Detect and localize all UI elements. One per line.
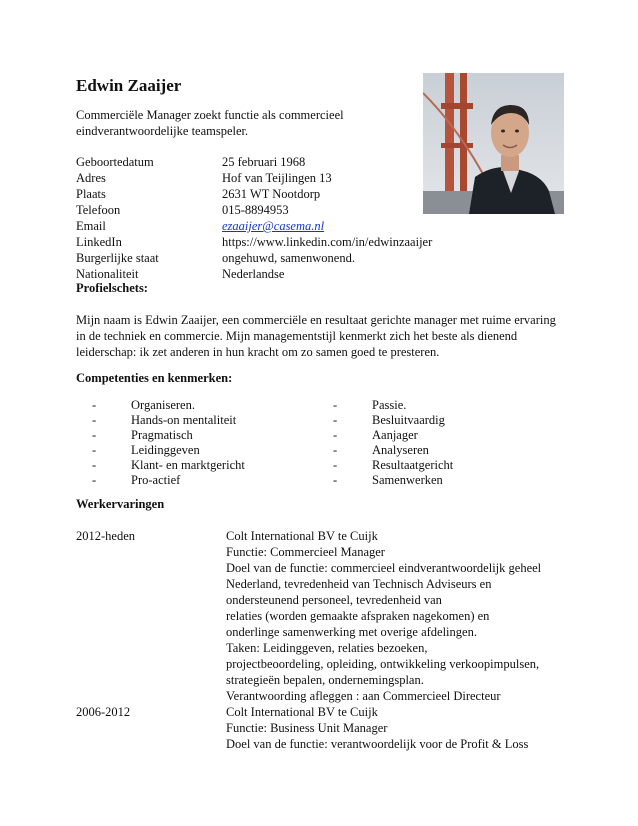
detail-row bbox=[76, 154, 432, 170]
competencies-heading: Competenties en kenmerken: bbox=[76, 371, 233, 385]
list-item: - Hands-on mentaliteit bbox=[92, 413, 237, 427]
detail-value: ongehuwd, samenwonend. bbox=[222, 251, 355, 265]
detail-label: Plaats bbox=[76, 187, 106, 201]
detail-value: Hof van Teijlingen 13 bbox=[222, 171, 332, 185]
list-item: - Besluitvaardig bbox=[333, 413, 445, 427]
competencies-right-list bbox=[333, 398, 453, 488]
list-item: - Organiseren. bbox=[92, 398, 195, 412]
detail-label: Geboortedatum bbox=[76, 155, 154, 169]
detail-label: Nationaliteit bbox=[76, 267, 139, 281]
detail-label: Burgerlijke staat bbox=[76, 251, 159, 265]
list-item: - Resultaatgericht bbox=[333, 458, 454, 472]
detail-label: Telefoon bbox=[76, 203, 121, 217]
email-link[interactable]: ezaaijer@casema.nl bbox=[222, 219, 325, 233]
experience-description: Colt International BV te Cuijk Functie: Business Unit Manager Doel van de functie: verantwoordelijk voor de Profit & Loss bbox=[226, 705, 529, 751]
experience-description: Colt International BV te Cuijk Functie: Commercieel Manager Doel van de functie: commercieel eindverantwoordelijk geheel Nederland, tevredenheid van Technisch Adviseurs en ondersteunend personeel, tevredenheid van relaties (worden gemaakte afspraken nagekomen) en onderlinge samenwerking met overige afdelingen. Taken: Leidinggeven, relaties bezoeken, projectbeoordeling, opleiding, ontwikkeling verkoopimpulsen, strategieën bepalen, ondernemingsplan. Verantwoording afleggen : aan Commercieel Directeur bbox=[226, 529, 542, 703]
detail-value bbox=[222, 218, 324, 234]
detail-row bbox=[76, 266, 432, 282]
intro-line: eindverantwoordelijke teamspeler. bbox=[76, 124, 249, 138]
detail-label: LinkedIn bbox=[76, 235, 122, 249]
list-item: - Pragmatisch bbox=[92, 428, 193, 442]
detail-value: 2631 WT Nootdorp bbox=[222, 187, 321, 201]
profile-heading: Profielschets: bbox=[76, 281, 148, 295]
list-item: - Passie. bbox=[333, 398, 407, 412]
detail-label: Adres bbox=[76, 171, 106, 185]
detail-value: 015-8894953 bbox=[222, 203, 289, 217]
experience-heading: Werkervaringen bbox=[76, 497, 165, 511]
detail-row bbox=[76, 250, 432, 266]
detail-row bbox=[76, 218, 432, 234]
detail-row bbox=[76, 186, 432, 202]
personal-details bbox=[76, 154, 432, 282]
profile-photo bbox=[423, 73, 564, 214]
experience-item bbox=[76, 704, 576, 752]
list-item: - Pro-actief bbox=[92, 473, 181, 487]
detail-value: 25 februari 1968 bbox=[222, 155, 306, 169]
profile-line: Mijn naam is Edwin Zaaijer, een commerciële en resultaat gerichte manager met ruime ervaring bbox=[76, 313, 556, 327]
detail-value: Nederlandse bbox=[222, 267, 285, 281]
detail-label: Email bbox=[76, 219, 106, 233]
intro-text bbox=[76, 107, 376, 139]
profile-line: in de techniek en commercie. Mijn managementstijl kenmerkt zich het beste als dienend bbox=[76, 329, 518, 343]
list-item: - Analyseren bbox=[333, 443, 429, 457]
profile-text bbox=[76, 312, 566, 360]
linkedin-url[interactable]: https://www.linkedin.com/in/edwinzaaijer bbox=[222, 235, 433, 249]
detail-row bbox=[76, 234, 432, 250]
competencies-left-list bbox=[92, 398, 245, 488]
intro-line: Commerciële Manager zoekt functie als commercieel bbox=[76, 108, 344, 122]
list-item: - Samenwerken bbox=[333, 473, 443, 487]
list-item: - Leidinggeven bbox=[92, 443, 200, 457]
person-name: Edwin Zaaijer bbox=[76, 76, 182, 95]
list-item: - Aanjager bbox=[333, 428, 418, 442]
detail-row bbox=[76, 170, 432, 186]
profile-line: leiderschap: ik zet anderen in hun kracht om zo samen goed te presteren. bbox=[76, 345, 440, 359]
detail-row bbox=[76, 202, 432, 218]
list-item: - Klant- en marktgericht bbox=[92, 458, 245, 472]
experience-item bbox=[76, 528, 576, 704]
experience-period: 2006-2012 bbox=[76, 705, 131, 719]
experience-period: 2012-heden bbox=[76, 529, 136, 543]
